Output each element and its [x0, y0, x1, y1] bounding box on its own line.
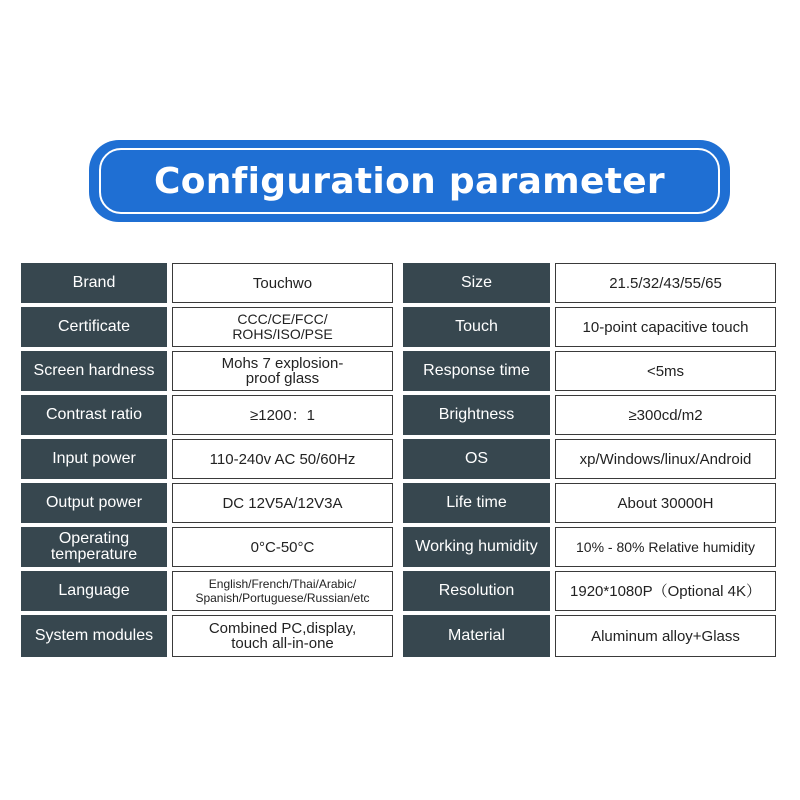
param-label: System modules — [21, 615, 167, 657]
param-label: Screen hardness — [21, 351, 167, 391]
param-value: DC 12V5A/12V3A — [172, 483, 393, 523]
param-label: Certificate — [21, 307, 167, 347]
param-label: Contrast ratio — [21, 395, 167, 435]
param-label: Output power — [21, 483, 167, 523]
param-value: Combined PC,display, touch all-in-one — [172, 615, 393, 657]
param-value: 10-point capacitive touch — [555, 307, 776, 347]
param-value: ≥300cd/m2 — [555, 395, 776, 435]
param-label: Touch — [403, 307, 550, 347]
param-label: OS — [403, 439, 550, 479]
page-title: Configuration parameter — [154, 160, 665, 202]
param-label: Size — [403, 263, 550, 303]
param-value: English/French/Thai/Arabic/ Spanish/Portuguese/Russian/etc — [172, 571, 393, 611]
param-value: 0°C-50°C — [172, 527, 393, 567]
param-label: Resolution — [403, 571, 550, 611]
param-value: Touchwo — [172, 263, 393, 303]
param-label: Working humidity — [403, 527, 550, 567]
param-value: 1920*1080P（Optional 4K） — [555, 571, 776, 611]
param-value: About 30000H — [555, 483, 776, 523]
param-value: <5ms — [555, 351, 776, 391]
param-value: 21.5/32/43/55/65 — [555, 263, 776, 303]
param-value: 110-240v AC 50/60Hz — [172, 439, 393, 479]
param-label: Brightness — [403, 395, 550, 435]
param-value: ≥1200：1 — [172, 395, 393, 435]
param-label: Operating temperature — [21, 527, 167, 567]
param-label: Life time — [403, 483, 550, 523]
param-label: Input power — [21, 439, 167, 479]
param-value: xp/Windows/linux/Android — [555, 439, 776, 479]
param-label: Response time — [403, 351, 550, 391]
param-value: CCC/CE/FCC/ ROHS/ISO/PSE — [172, 307, 393, 347]
param-label: Material — [403, 615, 550, 657]
param-label: Brand — [21, 263, 167, 303]
param-value: Aluminum alloy+Glass — [555, 615, 776, 657]
param-label: Language — [21, 571, 167, 611]
param-value: 10% - 80% Relative humidity — [555, 527, 776, 567]
param-value: Mohs 7 explosion- proof glass — [172, 351, 393, 391]
